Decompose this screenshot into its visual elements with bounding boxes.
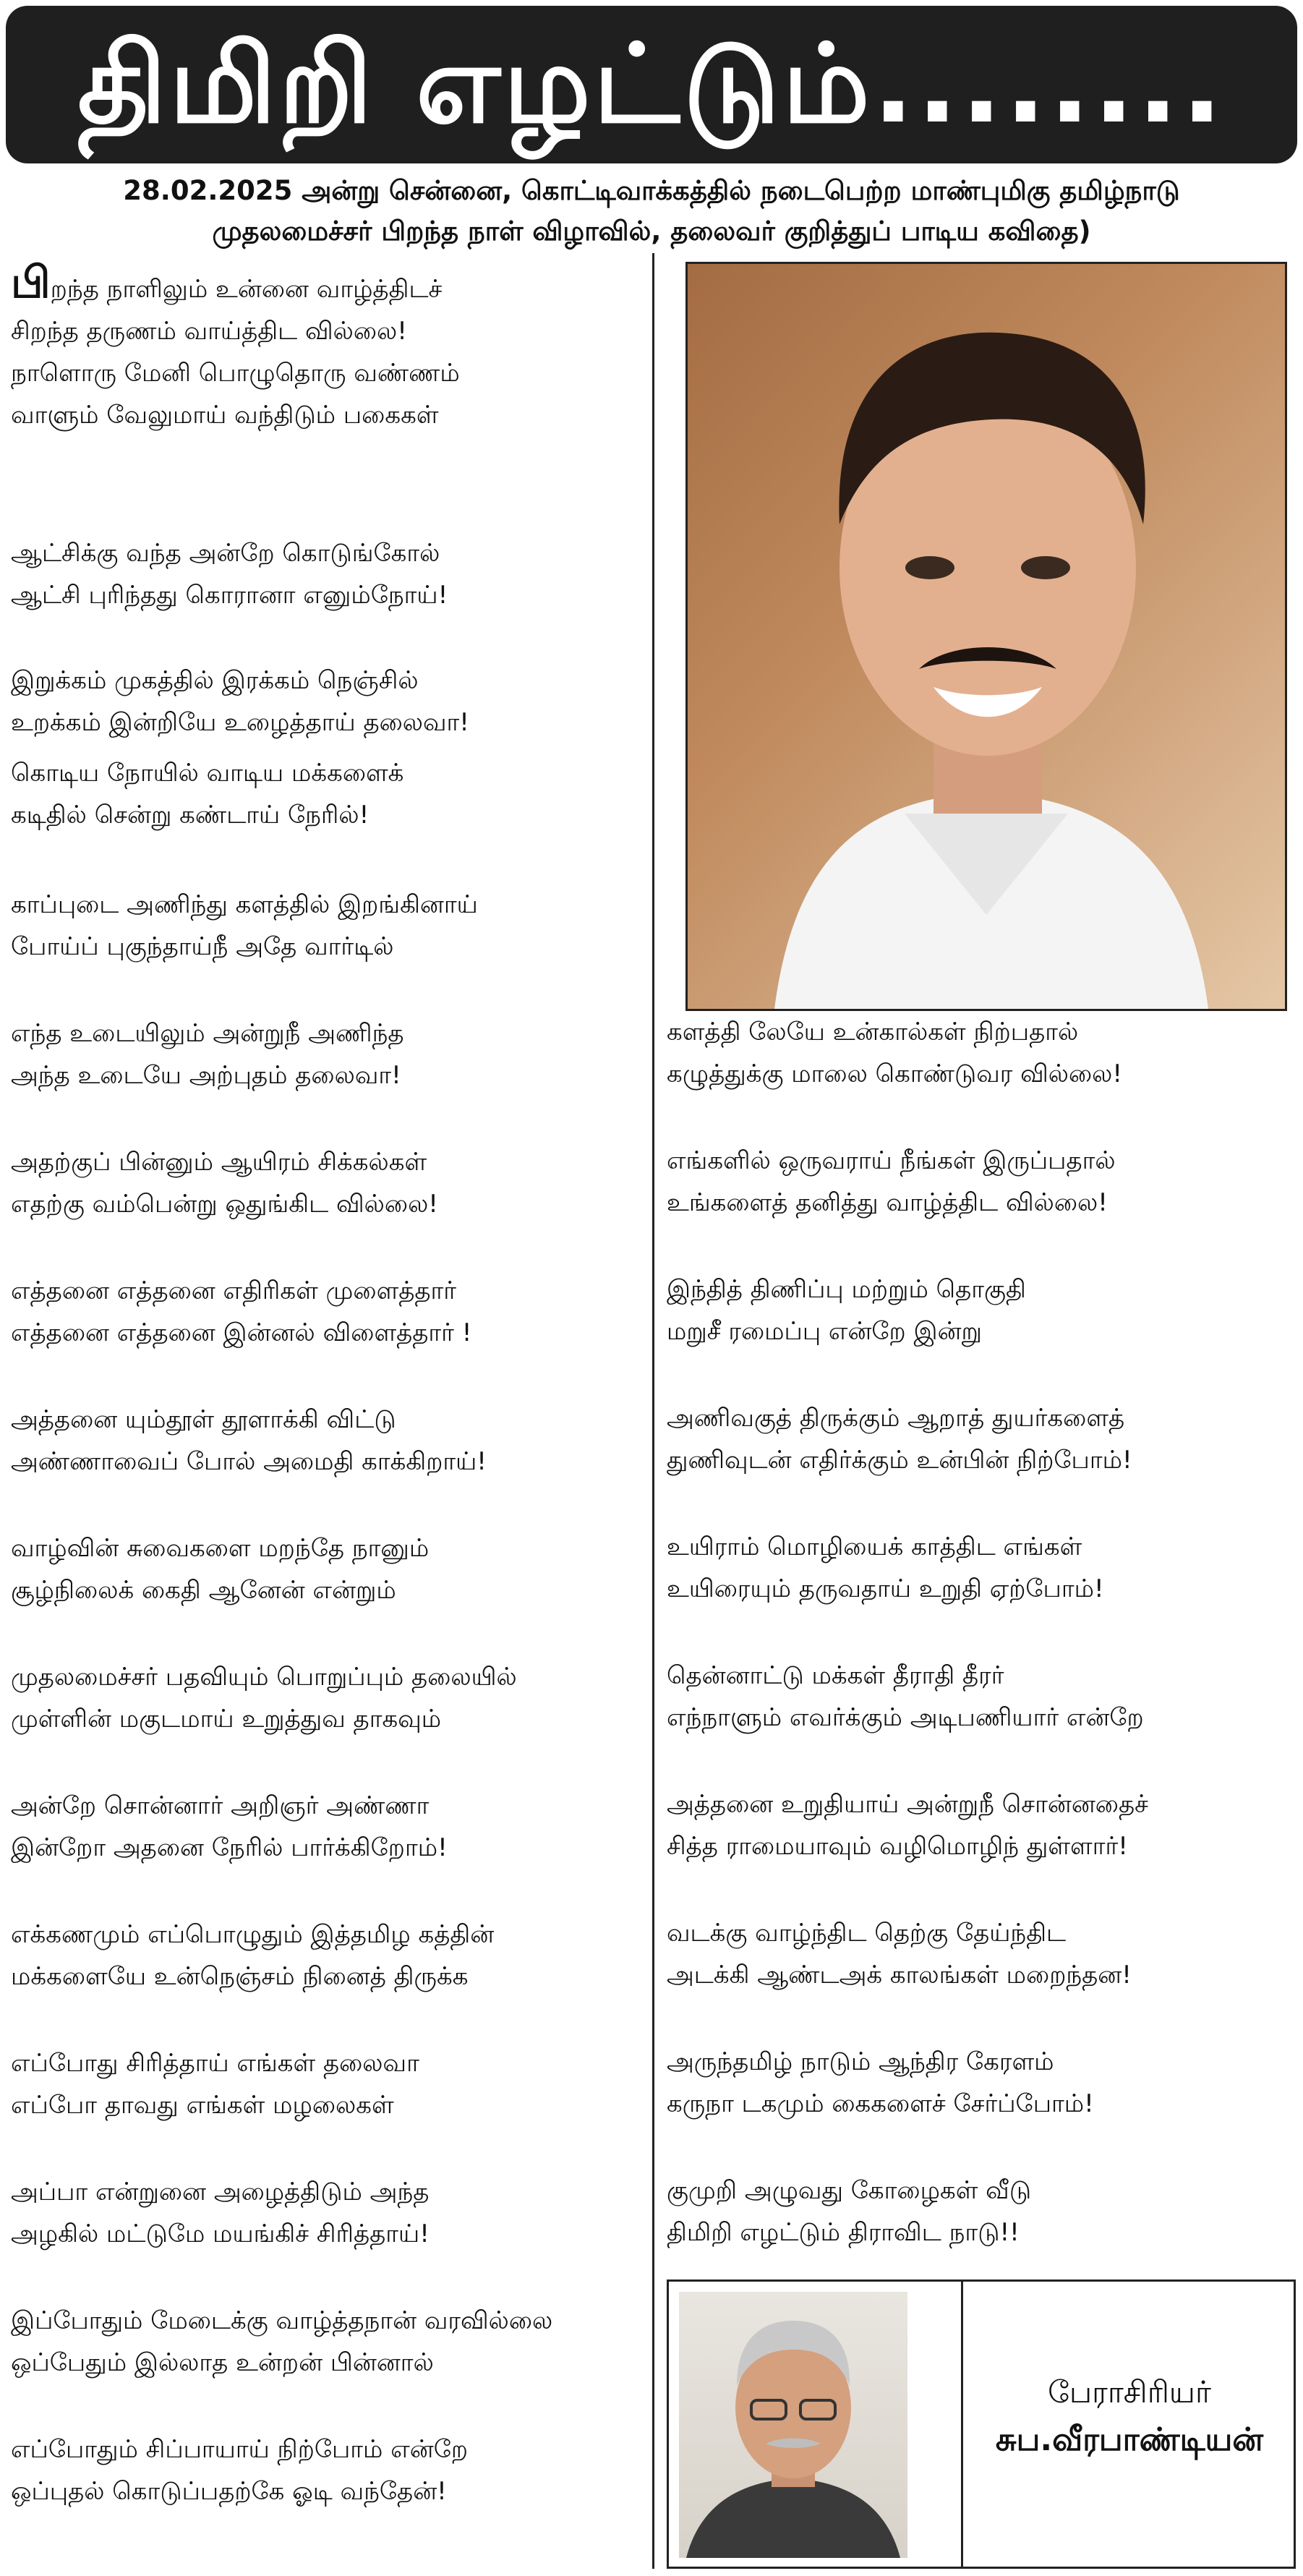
chief-minister-photo (685, 262, 1287, 1011)
poem-line: சித்த ராமையாவும் வழிமொழிந் துள்ளார்! (667, 1832, 1128, 1861)
poem-line: எதற்கு வம்பென்று ஒதுங்கிட வில்லை! (11, 1190, 438, 1219)
stanza (667, 1140, 1116, 1224)
poem-line: எந்த உடையிலும் அன்றுநீ அணிந்த (11, 1019, 404, 1048)
poem-line: அந்த உடையே அற்புதம் தலைவா! (11, 1061, 401, 1090)
poem-line: காப்புடை அணிந்து களத்தில் இறங்கினாய் (11, 890, 478, 919)
subtitle (29, 171, 1274, 252)
author-role: பேராசிரியர் (1048, 2374, 1211, 2410)
poem-line: மறுசீ ரமைப்பு என்றே இன்று (667, 1317, 982, 1346)
stanza (11, 1656, 517, 1740)
poem-line: இந்தித் திணிப்பு மற்றும் தொகுதி (667, 1275, 1026, 1304)
poem-line: வாளும் வேலுமாய் வந்திடும் பகைகள் (11, 401, 439, 430)
stanza (11, 257, 460, 436)
stanza (667, 1011, 1122, 1095)
stanza (11, 1012, 404, 1096)
poem-line: உயிராம் மொழியைக் காத்திட எங்கள் (667, 1532, 1082, 1561)
stanza (11, 2171, 430, 2255)
poem-line: இப்போதும் மேடைக்கு வாழ்த்தநான் வரவில்லை (11, 2306, 553, 2335)
stanza (11, 1399, 487, 1483)
poem-line: இறுக்கம் முகத்தில் இரக்கம் நெஞ்சில் (11, 666, 419, 695)
poem-line: அருந்தமிழ் நாடும் ஆந்திர கேரளம் (667, 2047, 1054, 2076)
author-box-divider (961, 2282, 963, 2567)
stanza (11, 752, 403, 836)
subtitle-line: முதலமைச்சர் பிறந்த நாள் விழாவில், தலைவர் குறித்துப் பாடிய கவிதை) (212, 216, 1091, 247)
poem-line: எப்போதும் சிப்பாயாய் நிற்போம் என்றே (11, 2435, 469, 2464)
stanza (11, 1785, 448, 1869)
poem-line: சிறந்த தருணம் வாய்த்திட வில்லை! (11, 317, 407, 346)
poem-line: நாளொரு மேனி பொழுதொரு வண்ணம் (11, 359, 460, 388)
poem-line: கழுத்துக்கு மாலை கொண்டுவர வில்லை! (667, 1059, 1123, 1088)
column-divider (652, 253, 654, 2569)
poem-line: ஒப்புதல் கொடுப்பதற்கே ஓடி வந்தேன்! (11, 2477, 447, 2506)
poem-line: அண்ணாவைப் போல் அமைதி காக்கிறாய்! (11, 1447, 487, 1476)
poem-line: எத்தனை எத்தனை இன்னல் விளைத்தார் ! (11, 1318, 472, 1347)
stanza (667, 1268, 1026, 1352)
poem-line: அத்தனை யும்தூள் தூளாக்கி விட்டு (11, 1405, 396, 1434)
stanza (667, 1655, 1144, 1739)
poem-line: எந்நாளும் எவர்க்கும் அடிபணியார் என்றே (667, 1703, 1144, 1732)
stanza (11, 532, 448, 616)
stanza (11, 2428, 468, 2512)
stanza (11, 660, 469, 743)
stanza (11, 1914, 494, 1997)
poem-line-text: றந்த நாளிலும் உன்னை வாழ்த்திடச் (50, 275, 443, 304)
poem-line: அதற்குப் பின்னும் ஆயிரம் சிக்கல்கள் (11, 1148, 427, 1177)
poem-line: முள்ளின் மகுடமாய் உறுத்துவ தாகவும் (11, 1705, 442, 1733)
stanza (11, 2042, 419, 2126)
title-banner (6, 6, 1297, 163)
poem-line: அப்பா என்றுனை அழைத்திடும் அந்த (11, 2178, 430, 2206)
poem-line: எப்போ தாவது எங்கள் மழலைகள் (11, 2091, 394, 2120)
poem-line: ஆட்சிக்கு வந்த அன்றே கொடுங்கோல் (11, 539, 440, 568)
poem-line: எத்தனை எத்தனை எதிரிகள் முளைத்தார் (11, 1276, 457, 1305)
poem-line: எங்களில் ஒருவராய் நீங்கள் இருப்பதால் (667, 1146, 1116, 1175)
poem-line: கொடிய நோயில் வாடிய மக்களைக் (11, 759, 404, 788)
poem-line: உங்களைத் தனித்து வாழ்த்திட வில்லை! (667, 1188, 1108, 1217)
poem-line: போய்ப் புகுந்தாய்நீ அதே வார்டில் (11, 932, 394, 961)
poem-line: கடிதில் சென்று கண்டாய் நேரில்! (11, 801, 369, 829)
poem-line: களத்தி லேயே உன்கால்கள் நிற்பதால் (667, 1018, 1079, 1046)
portrait-photo-icon (688, 264, 1285, 1009)
author-name: சுப.வீரபாண்டியன் (995, 2421, 1264, 2458)
author-box (667, 2279, 1296, 2569)
stanza (11, 1141, 438, 1225)
stanza (11, 1270, 471, 1354)
stanza (667, 2041, 1094, 2125)
stanza (11, 1527, 429, 1611)
poem-line: அடக்கி ஆண்டஅக் காலங்கள் மறைந்தன! (667, 1961, 1132, 1989)
stanza (667, 1526, 1104, 1610)
poem-line: அணிவகுத் திருக்கும் ஆறாத் துயர்களைத் (667, 1404, 1125, 1433)
poem-line: ஆட்சி புரிந்தது கொரானா எனும்நோய்! (11, 581, 448, 610)
poem-line: சூழ்நிலைக் கைதி ஆனேன் என்றும் (11, 1576, 396, 1605)
banner-title: திமிறி எழட்டும்........ (77, 22, 1226, 148)
poem-line: துணிவுடன் எதிர்க்கும் உன்பின் நிற்போம்! (667, 1446, 1132, 1475)
poem-line: எக்கணமும் எப்பொழுதும் இத்தமிழ கத்தின் (11, 1920, 495, 1949)
stanza (11, 884, 478, 968)
poem-line: குமுறி அழுவது கோழைகள் வீடு (667, 2176, 1032, 2205)
poem-line: ஒப்பேதும் இல்லாத உன்றன் பின்னால் (11, 2348, 434, 2377)
poem-line: முதலமைச்சர் பதவியும் பொறுப்பும் தலையில் (11, 1663, 517, 1692)
poem-line: அத்தனை உறுதியாய் அன்றுநீ சொன்னதைச் (667, 1790, 1148, 1819)
portrait-photo-icon (679, 2292, 907, 2558)
poem-line: எப்போது சிரித்தாய் எங்கள் தலைவா (11, 2049, 419, 2078)
subtitle-line: 28.02.2025 அன்று சென்னை, கொட்டிவாக்கத்தில் நடைபெற்ற மாண்புமிகு தமிழ்நாடு (123, 175, 1180, 206)
stanza (667, 1783, 1148, 1867)
author-photo (679, 2292, 907, 2558)
author-credit (965, 2368, 1294, 2464)
poem-line: அன்றே சொன்னார் அறிஞர் அண்ணா (11, 1791, 430, 1820)
stanza (667, 1397, 1132, 1481)
drop-cap: பி (11, 257, 51, 308)
poem-line: உறக்கம் இன்றியே உழைத்தாய் தலைவா! (11, 708, 469, 737)
poem-line: உயிரையும் தருவதாய் உறுதி ஏற்போம்! (667, 1574, 1104, 1603)
poem-line: திமிறி எழட்டும் திராவிட நாடு!! (667, 2218, 1020, 2247)
stanza (667, 1912, 1132, 1996)
poem-line: கருநா டகமும் கைகளைச் சேர்ப்போம்! (667, 2089, 1094, 2118)
poem-line: இன்றோ அதனை நேரில் பார்க்கிறோம்! (11, 1833, 448, 1862)
poem-line (11, 257, 460, 310)
poem-line: அழகில் மட்டுமே மயங்கிச் சிரித்தாய்! (11, 2219, 430, 2248)
poem-line: தென்னாட்டு மக்கள் தீராதி தீரர் (667, 1661, 1004, 1690)
stanza (11, 2300, 552, 2384)
stanza (667, 2170, 1031, 2253)
poem-line: வாழ்வின் சுவைகளை மறந்தே நானும் (11, 1534, 430, 1563)
poem-line: மக்களையே உன்நெஞ்சம் நினைத் திருக்க (11, 1962, 469, 1991)
poem-line: வடக்கு வாழ்ந்திட தெற்கு தேய்ந்திட (667, 1919, 1067, 1948)
